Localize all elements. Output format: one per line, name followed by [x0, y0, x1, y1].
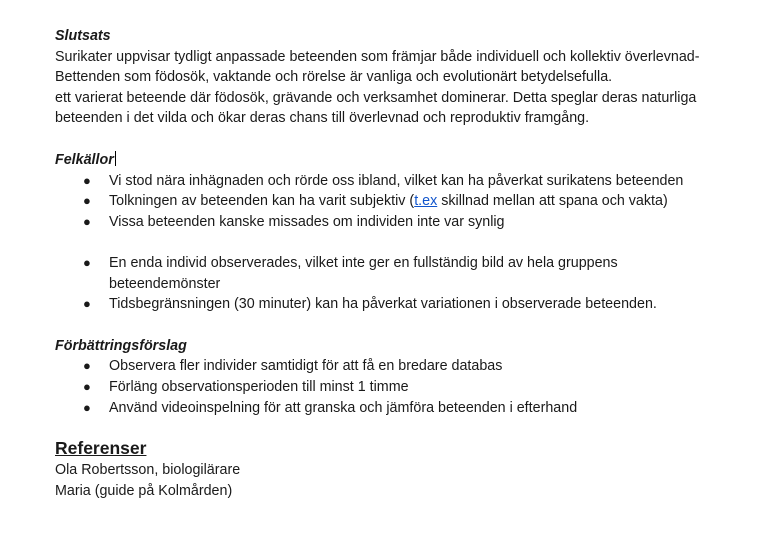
bullet-icon: ● [83, 296, 91, 312]
list-item-text: Tidsbegränsningen (30 minuter) kan ha påverkat variationen i observerade beteenden. [109, 296, 657, 313]
section-heading-referenser: Referenser [55, 438, 147, 459]
bullet-icon: ● [83, 399, 91, 415]
list-item-text-after: skillnad mellan att spana och vakta) [437, 193, 668, 210]
bullet-icon: ● [83, 213, 91, 229]
list-item [55, 191, 745, 212]
list-item-text: Vi stod nära inhägnaden och rörde oss ibland, vilket kan ha påverkat surikatens beteenden [109, 172, 684, 189]
list-item [55, 294, 745, 315]
section-heading-forbattring: Förbättringsförslag [55, 337, 187, 354]
section-heading-felkallor [55, 150, 745, 171]
bullet-icon: ● [83, 358, 91, 374]
list-item [55, 356, 745, 377]
list-item [55, 171, 745, 192]
section-heading-slutsats: Slutsats [55, 28, 111, 44]
list-item-text-continued: beteendemönster [109, 275, 221, 292]
list-item [55, 377, 745, 398]
list-item-text: Förläng observationsperioden till minst 1 timme [109, 378, 409, 395]
text-cursor [115, 151, 116, 166]
reference-line: Maria (guide på Kolmården) [55, 482, 233, 499]
felkallor-list [55, 171, 745, 315]
forbattring-list [55, 356, 745, 418]
list-item [55, 253, 745, 294]
list-item-text: Använd videoinspelning för att granska och jämföra beteenden i efterhand [109, 399, 578, 416]
list-item [55, 398, 745, 419]
list-item-text: Vissa beteenden kanske missades om individen inte var synlig [109, 213, 505, 230]
list-item [55, 212, 745, 233]
document-page [55, 26, 745, 501]
list-item-text: Observera fler individer samtidigt för att få en bredare databas [109, 358, 503, 375]
bullet-icon: ● [83, 378, 91, 394]
paragraph-line: Surikater uppvisar tydligt anpassade beteenden som främjar både individuell och kollektiv överlevnad- [55, 48, 700, 65]
list-item-text: En enda individ observerades, vilket inte ger en fullständig bild av hela gruppens [109, 254, 618, 271]
reference-line: Ola Robertsson, biologilärare [55, 462, 241, 479]
bullet-icon: ● [83, 193, 91, 209]
felkallor-heading-text: Felkällor [55, 151, 114, 168]
list-item-text-before: Tolkningen av beteenden kan ha varit subjektiv ( [109, 193, 415, 210]
paragraph-line: Bettenden som födosök, vaktande och rörelse är vanliga och evolutionärt betydelsefulla. [55, 69, 613, 86]
bullet-icon: ● [83, 172, 91, 188]
paragraph-line: ett varierat beteende där födosök, grävande och verksamhet dominerar. Detta speglar deras naturliga [55, 89, 697, 106]
paragraph-line: beteenden i det vilda och ökar deras chans till överlevnad och reproduktiv framgång. [55, 110, 590, 127]
bullet-icon: ● [83, 254, 91, 270]
tex-link[interactable]: t.ex [414, 193, 438, 210]
